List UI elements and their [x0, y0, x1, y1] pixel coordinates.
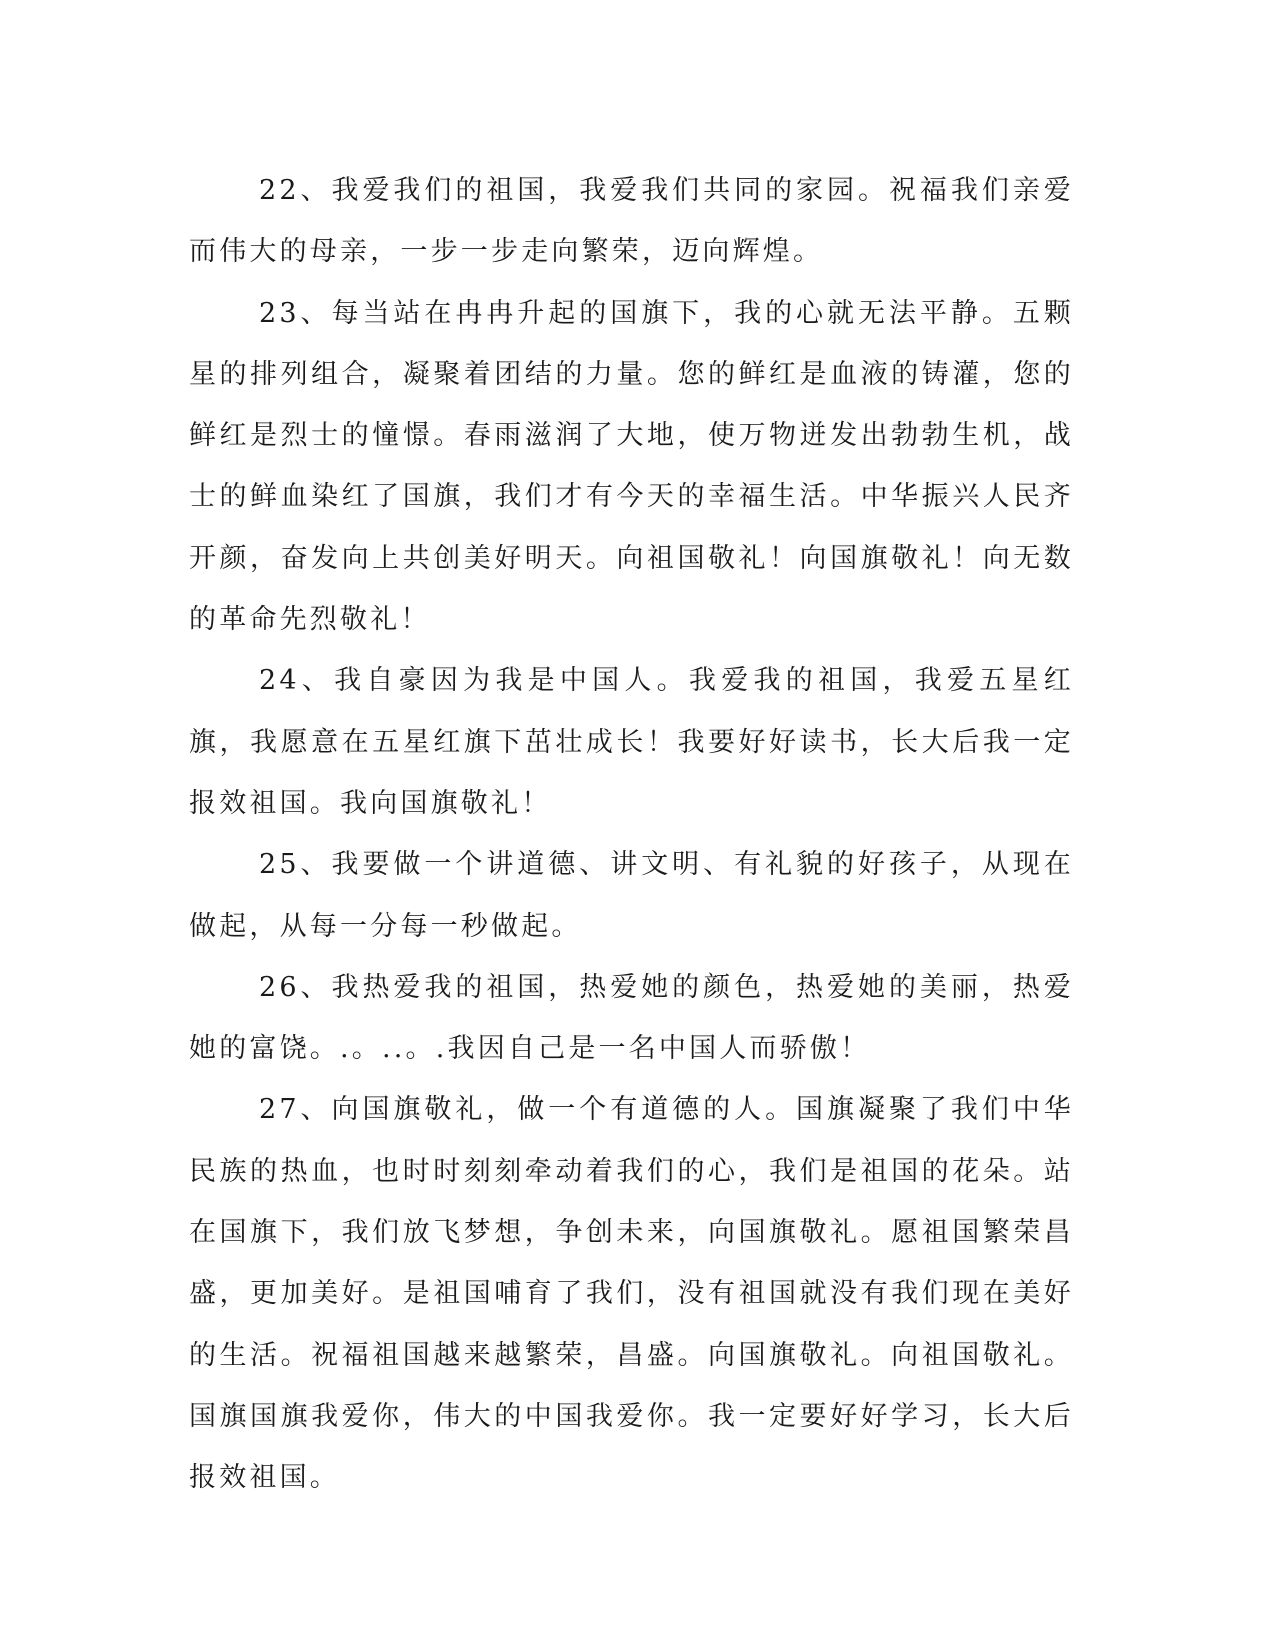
- paragraph-22: 22、我爱我们的祖国，我爱我们共同的家园。祝福我们亲爱而伟大的母亲，一步一步走向繁荣，迈向辉煌。: [189, 175, 1074, 268]
- paragraph-23: 23、每当站在冉冉升起的国旗下，我的心就无法平静。五颗星的排列组合，凝聚着团结的力量。您的鲜红是血液的铸灌，您的鲜红是烈士的憧憬。春雨滋润了大地，使万物迸发出勃勃生机，战士的鲜血染红了国旗，我们才有今天的幸福生活。中华振兴人民齐开颜，奋发向上共创美好明天。向祖国敬礼！向国旗敬礼！向无数的革命先烈敬礼！: [189, 297, 1074, 636]
- paragraph-27: 27、向国旗敬礼，做一个有道德的人。国旗凝聚了我们中华民族的热血，也时时刻刻牵动着我们的心，我们是祖国的花朵。站在国旗下，我们放飞梦想，争创未来，向国旗敬礼。愿祖国繁荣昌盛，更加美好。是祖国哺育了我们，没有祖国就没有我们现在美好的生活。祝福祖国越来越繁荣，昌盛。向国旗敬礼。向祖国敬礼。国旗国旗我爱你，伟大的中国我爱你。我一定要好好学习，长大后报效祖国。: [189, 1094, 1074, 1494]
- paragraph-24: 24、我自豪因为我是中国人。我爱我的祖国，我爱五星红旗，我愿意在五星红旗下茁壮成长！我要好好读书，长大后我一定报效祖国。我向国旗敬礼！: [189, 665, 1074, 819]
- paragraph-25: 25、我要做一个讲道德、讲文明、有礼貌的好孩子，从现在做起，从每一分每一秒做起。: [189, 849, 1074, 942]
- paragraph-26: 26、我热爱我的祖国，热爱她的颜色，热爱她的美丽，热爱她的富饶。.。..。.我因自己是一名中国人而骄傲！: [189, 971, 1074, 1065]
- document-body: [189, 160, 1074, 1509]
